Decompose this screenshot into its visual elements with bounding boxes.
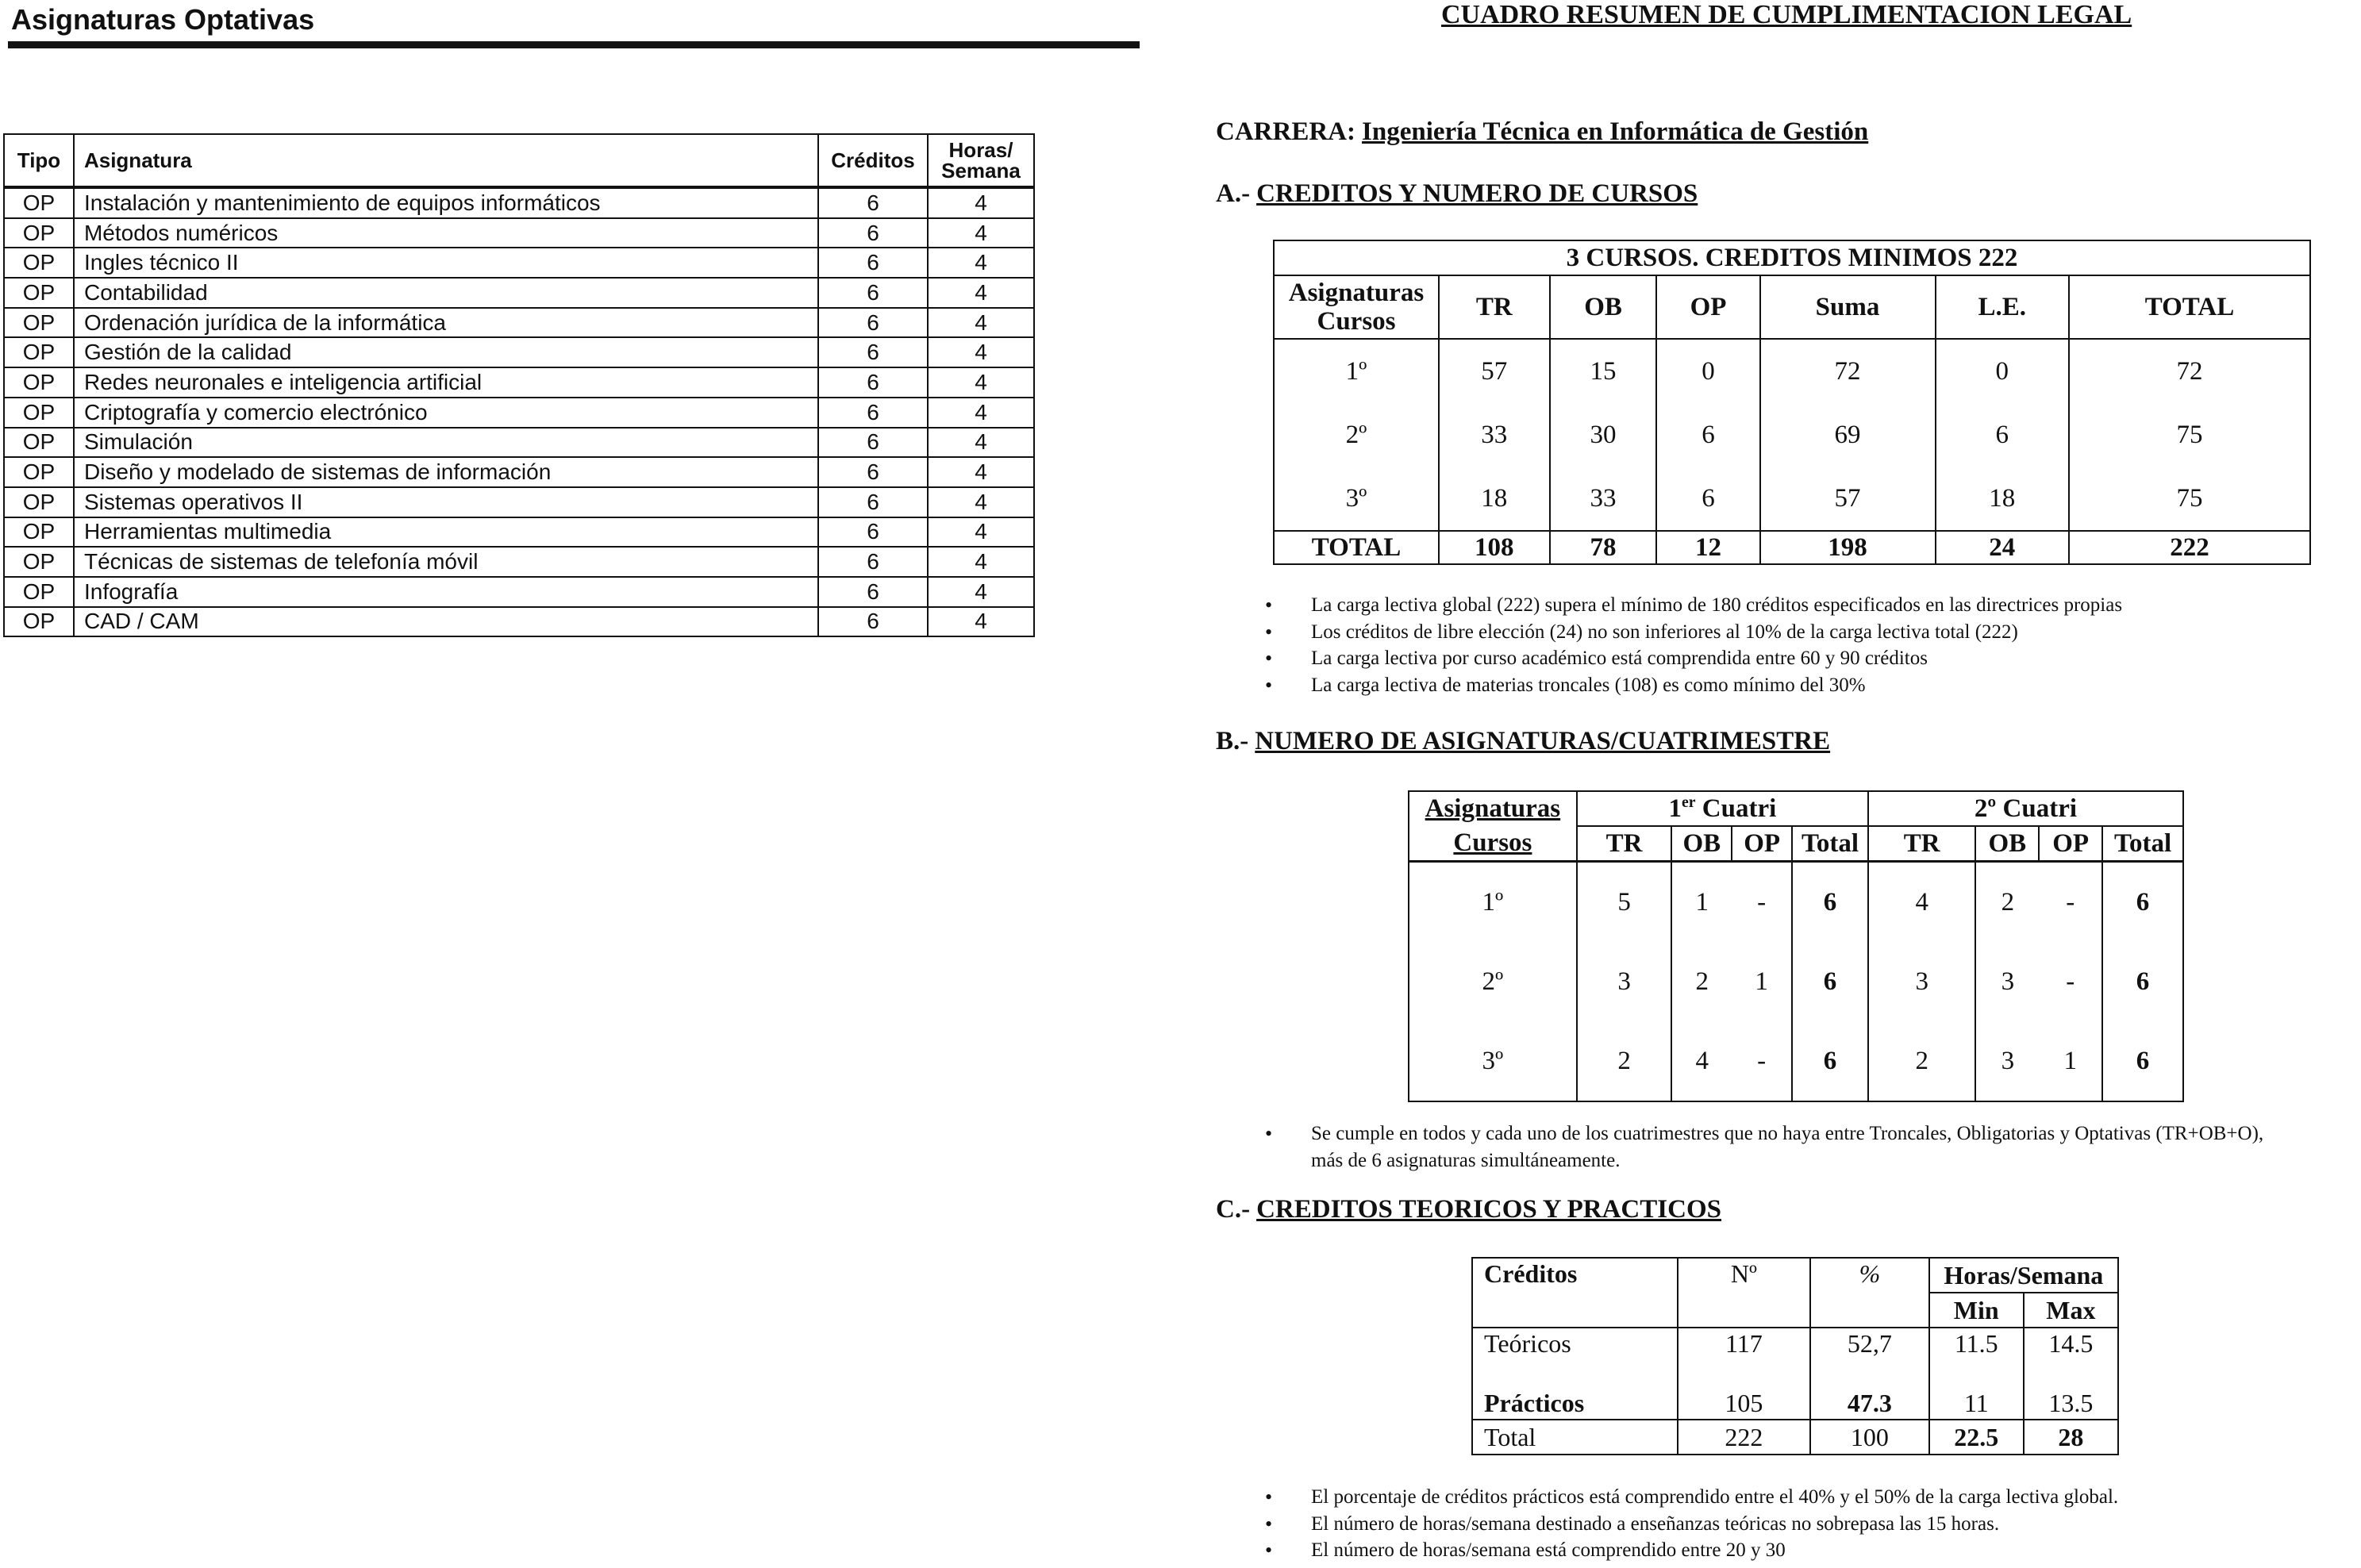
table-b-cuatri-2: 2º Cuatri: [1868, 791, 2183, 826]
total-cell: 6: [2102, 942, 2183, 1021]
section-c-heading: [1216, 1195, 1721, 1224]
cell-max: 28: [2024, 1420, 2118, 1455]
cell-tipo: OP: [4, 187, 74, 218]
table-b-cell: 1: [1671, 862, 1732, 943]
table-row: [4, 308, 1034, 338]
table-a-corner: [1274, 275, 1439, 339]
table-a-corner-label: Asignaturas Cursos: [1288, 279, 1425, 336]
section-b-heading: [1216, 727, 1830, 756]
cell-asignatura: Métodos numéricos: [74, 218, 818, 248]
cell-horas: 4: [928, 428, 1034, 458]
table-b-cuatri-1: [1577, 791, 1868, 826]
table-b-cell: 3: [1975, 1021, 2039, 1101]
table-row: [1409, 942, 2183, 1021]
table-b-cell: 4: [1868, 862, 1976, 943]
table-row: [4, 517, 1034, 548]
cell-horas: 4: [928, 577, 1034, 607]
cell-no: 117: [1678, 1328, 1811, 1385]
table-a-cell: 57: [1439, 339, 1550, 403]
cell-asignatura: Técnicas de sistemas de telefonía móvil: [74, 547, 818, 577]
table-row: [1472, 1385, 2118, 1420]
total-label: TOTAL: [1274, 531, 1439, 564]
cell-horas: 4: [928, 547, 1034, 577]
bullet-item: • El porcentaje de créditos prácticos está comprendido entre el 40% y el 50% de la carga lectiva global.: [1265, 1484, 2352, 1511]
cell-no: 105: [1678, 1385, 1811, 1420]
total-cell: 6: [1792, 1021, 1868, 1101]
table-a-cell: 0: [1656, 339, 1759, 403]
table-row: [4, 457, 1034, 487]
table-c-header-no: Nº: [1678, 1258, 1811, 1328]
creditos-cursos-table: [1273, 240, 2311, 565]
table-b-col-header: OB: [1975, 826, 2039, 862]
bullet-item: • El número de horas/semana destinado a enseñanzas teóricas no sobrepasa las 15 horas.: [1265, 1511, 2352, 1538]
cell-pct: 52,7: [1810, 1328, 1928, 1385]
table-a-col-header: OP: [1656, 275, 1759, 339]
cell-tipo: OP: [4, 278, 74, 308]
table-a-cell: 15: [1550, 339, 1657, 403]
table-row: [4, 187, 1034, 218]
cell-tipo: OP: [4, 337, 74, 367]
table-b-cell: -: [2039, 862, 2102, 943]
cuatri-1-sup: er: [1681, 794, 1696, 811]
cell-creditos: 6: [818, 547, 928, 577]
cell-asignatura: Redes neuronales e inteligencia artificial: [74, 367, 818, 398]
cell-asignatura: Simulación: [74, 428, 818, 458]
table-a-col-header: Suma: [1760, 275, 1936, 339]
table-c-header-min: Min: [1929, 1293, 2024, 1328]
optativas-header-row: [4, 134, 1034, 187]
table-b-cell: 2: [1695, 967, 1709, 996]
table-row: [1409, 862, 2183, 943]
table-row: [4, 607, 1034, 637]
table-b-cell: 2: [1868, 1021, 1976, 1101]
table-a-cell: 6: [1936, 403, 2069, 467]
table-b-col-header: OP: [1732, 826, 1792, 862]
row-label: 3º: [1274, 467, 1439, 531]
cell-tipo: OP: [4, 308, 74, 338]
table-row: [4, 547, 1034, 577]
table-row: [4, 487, 1034, 517]
cell-asignatura: Contabilidad: [74, 278, 818, 308]
cell-creditos: 6: [818, 517, 928, 548]
header-asignatura: Asignatura: [74, 134, 818, 187]
table-a-col-header: OB: [1550, 275, 1657, 339]
total-cell: 6: [2102, 862, 2183, 943]
section-b-bullet: [1265, 1120, 2360, 1174]
table-c-header-pct: %: [1810, 1258, 1928, 1328]
cell-horas: 4: [928, 398, 1034, 428]
table-row: [1274, 403, 2310, 467]
bullet-item: • La carga lectiva de materias troncales (108) es como mínimo del 30%: [1265, 672, 2352, 699]
table-row: [1472, 1420, 2118, 1455]
cell-pct: 47.3: [1810, 1385, 1928, 1420]
table-b-col-header: TR: [1868, 826, 1976, 862]
table-row: [1274, 339, 2310, 403]
table-b-cell: -: [1732, 1021, 1792, 1101]
cell-asignatura: Instalación y mantenimiento de equipos informáticos: [74, 187, 818, 218]
total-cell: 198: [1760, 531, 1936, 564]
row-label: 2º: [1274, 403, 1439, 467]
row-label: Teóricos: [1472, 1328, 1678, 1385]
cell-creditos: 6: [818, 367, 928, 398]
cell-horas: 4: [928, 278, 1034, 308]
table-a-total-row: [1274, 531, 2310, 564]
cell-asignatura: Infografía: [74, 577, 818, 607]
section-a-heading: [1216, 179, 1698, 209]
table-a-cell: 30: [1550, 403, 1657, 467]
section-a-bullets: [1265, 592, 2352, 698]
cell-creditos: 6: [818, 607, 928, 637]
table-b-cell: -: [2066, 967, 2075, 996]
table-a-cell: 57: [1760, 467, 1936, 531]
table-row: [4, 367, 1034, 398]
row-label: Prácticos: [1472, 1385, 1678, 1420]
header-tipo: Tipo: [4, 134, 74, 187]
cell-horas: 4: [928, 308, 1034, 338]
header-creditos: Créditos: [818, 134, 928, 187]
cell-asignatura: CAD / CAM: [74, 607, 818, 637]
cell-asignatura: Diseño y modelado de sistemas de información: [74, 457, 818, 487]
row-label: Total: [1472, 1420, 1678, 1455]
title-underline-rule: [8, 41, 1140, 48]
cell-creditos: 6: [818, 278, 928, 308]
section-b-prefix: B.-: [1216, 727, 1249, 755]
cell-creditos: 6: [818, 187, 928, 218]
cell-horas: 4: [928, 337, 1034, 367]
cuatri-1-text: Cuatri: [1702, 794, 1777, 823]
table-a-cell: 72: [2069, 339, 2310, 403]
total-cell: 6: [1792, 942, 1868, 1021]
table-row: [4, 398, 1034, 428]
table-b-cell: 3: [2001, 967, 2015, 996]
table-b-cell: 1: [2039, 1021, 2102, 1101]
asignaturas-cuatrimestre-table: [1408, 790, 2184, 1102]
table-a-caption: 3 CURSOS. CREDITOS MINIMOS 222: [1274, 240, 2310, 275]
table-c-header-creditos: Créditos: [1472, 1258, 1678, 1328]
table-a-cell: 33: [1550, 467, 1657, 531]
table-a-cell: 6: [1656, 467, 1759, 531]
cell-creditos: 6: [818, 308, 928, 338]
carrera-line: [1216, 117, 1868, 147]
table-b-corner-top: Asignaturas: [1409, 791, 1577, 826]
cell-creditos: 6: [818, 398, 928, 428]
table-a-col-header: TOTAL: [2069, 275, 2310, 339]
table-b-cell: 3: [1868, 942, 1976, 1021]
cell-tipo: OP: [4, 398, 74, 428]
carrera-value: Ingeniería Técnica en Informática de Gestión: [1362, 117, 1869, 146]
cell-horas: 4: [928, 218, 1034, 248]
table-a-cell: 69: [1760, 403, 1936, 467]
table-a-cell: 72: [1760, 339, 1936, 403]
table-b-cell: 2: [1577, 1021, 1672, 1101]
cell-asignatura: Sistemas operativos II: [74, 487, 818, 517]
table-b-cell: 5: [1577, 862, 1672, 943]
row-label: 1º: [1409, 862, 1577, 943]
section-c-title: CREDITOS TEORICOS Y PRACTICOS: [1256, 1195, 1721, 1224]
bullet-item: • La carga lectiva por curso académico está comprendida entre 60 y 90 créditos: [1265, 645, 2352, 672]
table-b-cell: 4: [1671, 1021, 1732, 1101]
total-cell: 6: [1792, 862, 1868, 943]
table-a-cell: 75: [2069, 403, 2310, 467]
cell-max: 13.5: [2024, 1385, 2118, 1420]
table-a-cell: 18: [1936, 467, 2069, 531]
table-row: [4, 577, 1034, 607]
section-b-bullet-line2: más de 6 asignaturas simultáneamente.: [1311, 1149, 1621, 1171]
cell-min: 22.5: [1929, 1420, 2024, 1455]
row-label: 1º: [1274, 339, 1439, 403]
table-b-cell: 1: [1755, 967, 1768, 996]
table-b-cell: 3: [1577, 942, 1672, 1021]
cell-tipo: OP: [4, 487, 74, 517]
table-a-cell: 6: [1656, 403, 1759, 467]
cell-asignatura: Gestión de la calidad: [74, 337, 818, 367]
cell-tipo: OP: [4, 607, 74, 637]
optativas-table: [3, 133, 1035, 637]
total-cell: 222: [2069, 531, 2310, 564]
cell-tipo: OP: [4, 248, 74, 278]
cell-asignatura: Herramientas multimedia: [74, 517, 818, 548]
cell-creditos: 6: [818, 248, 928, 278]
total-cell: 6: [2102, 1021, 2183, 1101]
cell-creditos: 6: [818, 218, 928, 248]
cell-asignatura: Ordenación jurídica de la informática: [74, 308, 818, 338]
cell-horas: 4: [928, 517, 1034, 548]
total-cell: 78: [1550, 531, 1657, 564]
bullet-item: • El número de horas/semana está comprendido entre 20 y 30: [1265, 1537, 2352, 1564]
cell-max: 14.5: [2024, 1328, 2118, 1385]
cell-pct: 100: [1810, 1420, 1928, 1455]
carrera-label: CARRERA:: [1216, 117, 1355, 146]
total-cell: 24: [1936, 531, 2069, 564]
cell-asignatura: Criptografía y comercio electrónico: [74, 398, 818, 428]
table-row: [4, 337, 1034, 367]
cell-asignatura: Ingles técnico II: [74, 248, 818, 278]
cell-creditos: 6: [818, 577, 928, 607]
cell-horas: 4: [928, 187, 1034, 218]
table-a-cell: 33: [1439, 403, 1550, 467]
cell-creditos: 6: [818, 337, 928, 367]
table-b-col-header: Total: [1792, 826, 1868, 862]
total-cell: 12: [1656, 531, 1759, 564]
table-b-cell: 2: [1975, 862, 2039, 943]
header-horas-semana: Horas/ Semana: [928, 134, 1034, 187]
table-row: [1274, 467, 2310, 531]
section-b-bullets: [1265, 1120, 2360, 1174]
cell-tipo: OP: [4, 457, 74, 487]
section-a-prefix: A.-: [1216, 179, 1251, 208]
summary-title: CUADRO RESUMEN DE CUMPLIMENTACION LEGAL: [1441, 0, 2132, 29]
cell-creditos: 6: [818, 487, 928, 517]
table-a-col-header: TR: [1439, 275, 1550, 339]
table-b-col-header: Total: [2102, 826, 2183, 862]
section-a-title: CREDITOS Y NUMERO DE CURSOS: [1256, 179, 1698, 208]
cell-min: 11.5: [1929, 1328, 2024, 1385]
table-row: [4, 278, 1034, 308]
table-row: [4, 248, 1034, 278]
cell-tipo: OP: [4, 218, 74, 248]
section-c-prefix: C.-: [1216, 1195, 1251, 1224]
table-c-header-horas: Horas/Semana: [1929, 1258, 2118, 1293]
cell-creditos: 6: [818, 428, 928, 458]
cell-creditos: 6: [818, 457, 928, 487]
table-row: [4, 218, 1034, 248]
cell-tipo: OP: [4, 577, 74, 607]
table-a-cell: 18: [1439, 467, 1550, 531]
cell-horas: 4: [928, 457, 1034, 487]
bullet-item: • Los créditos de libre elección (24) no son inferiores al 10% de la carga lectiva total (222): [1265, 619, 2352, 646]
section-b-bullet-line1: Se cumple en todos y cada uno de los cuatrimestres que no haya entre Troncales, Obligatorias y Optativas (TR+OB+O),: [1311, 1123, 2264, 1144]
creditos-teoricos-practicos-table: [1471, 1257, 2119, 1455]
cell-tipo: OP: [4, 367, 74, 398]
table-b-col-header: OB: [1671, 826, 1732, 862]
section-c-bullets: [1265, 1484, 2352, 1564]
table-row: [4, 428, 1034, 458]
table-b-corner-bottom: Cursos: [1409, 826, 1577, 862]
table-row: [1472, 1328, 2118, 1385]
page-title-optativas: Asignaturas Optativas: [11, 3, 315, 36]
cell-tipo: OP: [4, 517, 74, 548]
row-label: 2º: [1409, 942, 1577, 1021]
cell-horas: 4: [928, 367, 1034, 398]
table-c-header-max: Max: [2024, 1293, 2118, 1328]
cuatri-1-num: 1: [1668, 794, 1682, 823]
table-a-col-header: L.E.: [1936, 275, 2069, 339]
cell-horas: 4: [928, 248, 1034, 278]
cell-horas: 4: [928, 487, 1034, 517]
table-b-cell: -: [1732, 862, 1792, 943]
cell-min: 11: [1929, 1385, 2024, 1420]
cell-tipo: OP: [4, 547, 74, 577]
table-a-cell: 75: [2069, 467, 2310, 531]
cell-no: 222: [1678, 1420, 1811, 1455]
cell-tipo: OP: [4, 428, 74, 458]
bullet-item: • La carga lectiva global (222) supera el mínimo de 180 créditos especificados en las directrices propias: [1265, 592, 2352, 619]
total-cell: 108: [1439, 531, 1550, 564]
table-b-col-header: OP: [2039, 826, 2102, 862]
table-b-col-header: TR: [1577, 826, 1672, 862]
cell-horas: 4: [928, 607, 1034, 637]
table-a-cell: 0: [1936, 339, 2069, 403]
section-b-title: NUMERO DE ASIGNATURAS/CUATRIMESTRE: [1255, 727, 1831, 755]
table-row: [1409, 1021, 2183, 1101]
row-label: 3º: [1409, 1021, 1577, 1101]
